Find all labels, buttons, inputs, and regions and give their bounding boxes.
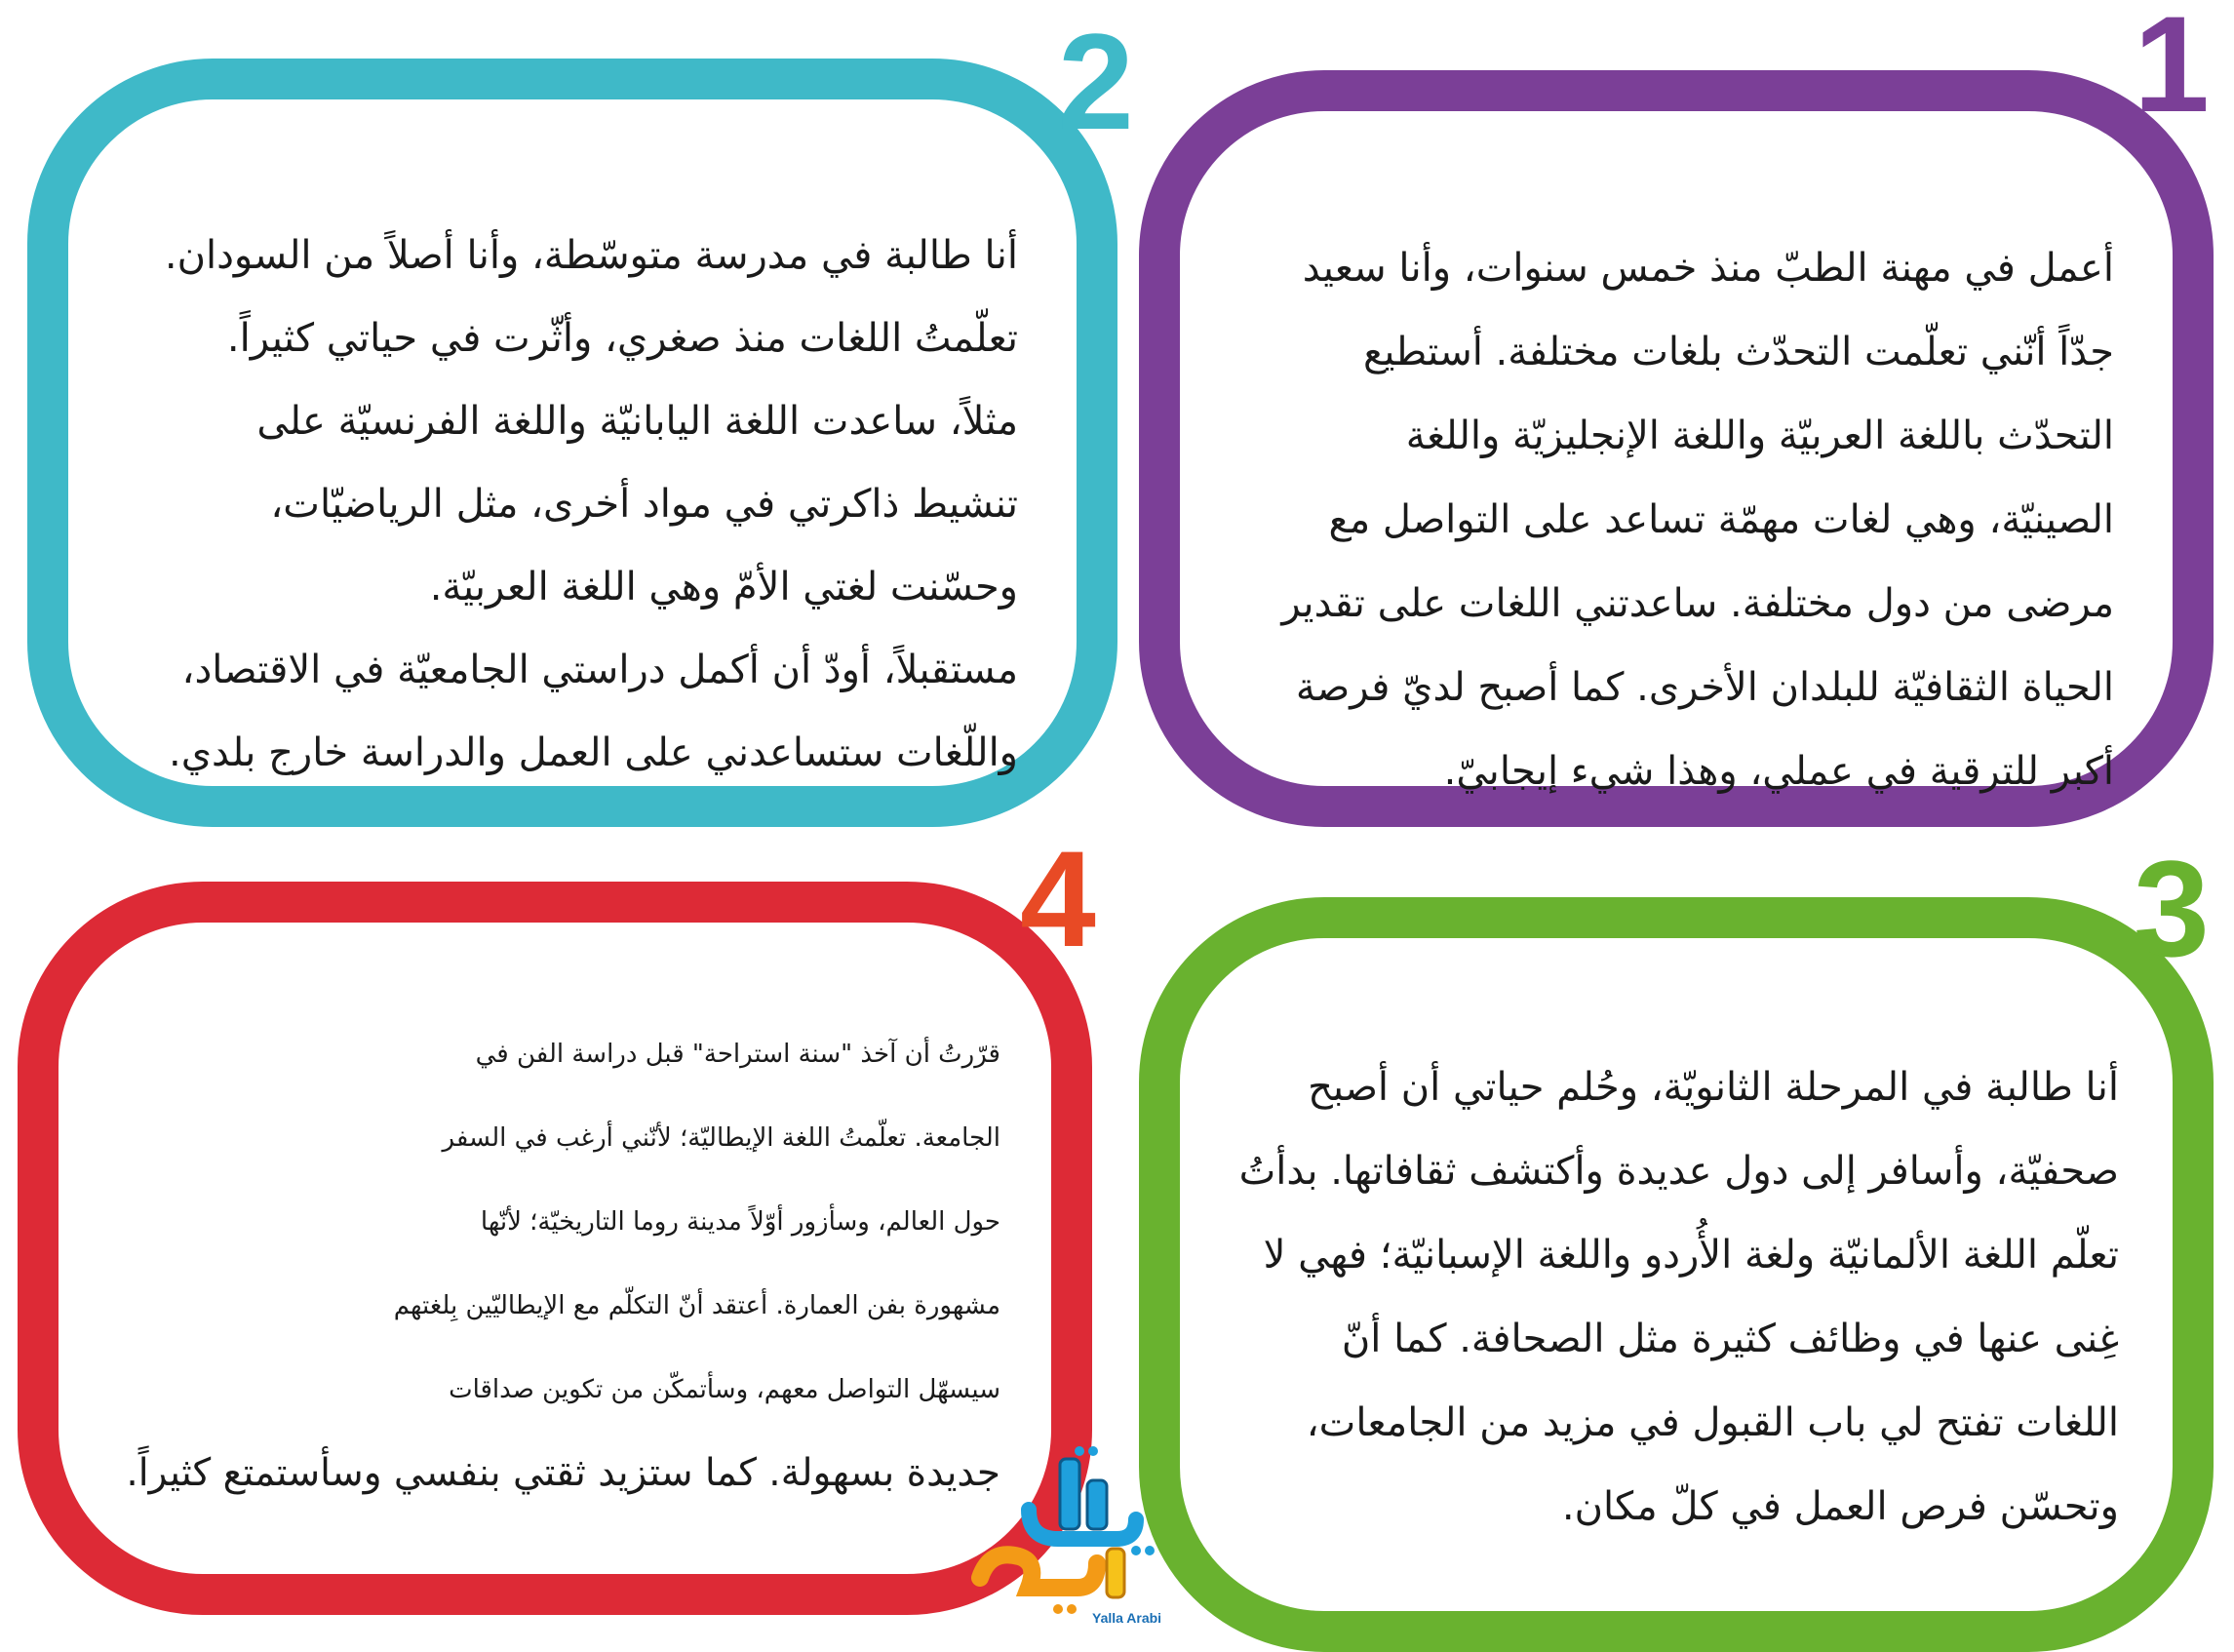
card-4-line: حول العالم، وسأزور أوّلاً مدينة روما التاريخيّة؛ لأنّها [480,1207,1000,1237]
card-2 [27,59,1117,827]
logo-letters [980,1446,1155,1614]
card-3-line: غِنى عنها في وظائف كثيرة مثل الصحافة. كما أنّ [1341,1317,2119,1361]
card-2-line: مستقبلاً، أودّ أن أكمل دراستي الجامعيّة في الاقتصاد، [181,648,1018,692]
card-1-line: الصينيّة، وهي لغات مهمّة تساعد على التواصل مع [1328,497,2114,542]
card-2-line: مثلاً، ساعدت اللغة اليابانيّة واللغة الفرنسيّة على [256,399,1018,444]
card-3-line: أنا طالبة في المرحلة الثانويّة، وحُلم حياتي أن أصبح [1308,1065,2119,1110]
card-4-line: قرّرتُ أن آخذ "سنة استراحة" قبل دراسة الفن في [475,1040,1000,1069]
card-2-line: تنشيط ذاكرتي في مواد أخرى، مثل الرياضيّات، [270,482,1018,527]
card-2-number: 2 [1058,5,1134,158]
card-3-text [1239,1045,2119,1549]
card-4-line: سيسهّل التواصل معهم، وسأتمكّن من تكوين صداقات [449,1375,1000,1404]
card-1-line: مرضى من دول مختلفة. ساعدتني اللغات على تقدير [1281,581,2114,626]
card-4-line: جديدة بسهولة. كما ستزيد ثقتي بنفسي وسأستمتع كثيراً. [126,1451,1000,1495]
card-3-line: صحفيّة، وأسافر إلى دول عديدة وأكتشف ثقافاتها. بدأتُ [1238,1149,2119,1194]
card-1 [1139,70,2214,827]
card-3-number: 3 [2134,832,2210,985]
card-1-line: أعمل في مهنة الطبّ منذ خمس سنوات، وأنا سعيد [1302,246,2114,291]
card-1-line: أكبر للترقية في عملي، وهذا شيء إيجابيّ. [1443,749,2114,794]
logo-latin-text: Yalla Arabi [1092,1610,1162,1626]
card-2-text [165,215,1018,795]
card-3-line: تعلّم اللغة الألمانيّة ولغة الأُردو واللغة الإسبانيّة؛ فهي لا [1263,1233,2119,1278]
card-4-line: مشهورة بفن العمارة. أعتقد أنّ التكلّم مع الإيطاليّين بِلغتهم [393,1291,1000,1320]
card-4-line: الجامعة. تعلّمتُ اللغة الإيطاليّة؛ لأنّني أرغب في السفر [442,1123,1000,1153]
card-3-line: وتحسّن فرص العمل في كلّ مكان. [1561,1484,2119,1529]
card-2-line: وحسّنت لغتي الأمّ وهي اللغة العربيّة. [429,565,1018,610]
card-1-text [1281,226,2114,813]
card-1-line: التحدّث باللغة العربيّة واللغة الإنجليزيّة واللغة [1405,413,2114,458]
card-1-line: الحياة الثقافيّة للبلدان الأخرى. كما أصبح لديّ فرصة [1295,665,2114,710]
card-1-line: جدّاً أنّني تعلّمت التحدّث بلغات مختلفة. أستطيع [1362,330,2114,374]
card-1-number: 1 [2134,0,2210,140]
yalla-arabi-logo [970,1441,1165,1627]
card-4-number: 4 [1020,822,1096,975]
card-3 [1139,897,2214,1652]
card-2-line: واللّغات ستساعدني على العمل والدراسة خارج بلدي. [169,730,1018,775]
card-3-line: اللغات تفتح لي باب القبول في مزيد من الجامعات، [1306,1400,2119,1445]
card-2-line: تعلّمتُ اللغات منذ صغري، وأثّرت في حياتي كثيراً. [226,316,1018,361]
card-2-line: أنا طالبة في مدرسة متوسّطة، وأنا أصلاً من السودان. [164,233,1018,278]
card-4 [18,882,1092,1615]
card-4-text [126,1012,1000,1515]
